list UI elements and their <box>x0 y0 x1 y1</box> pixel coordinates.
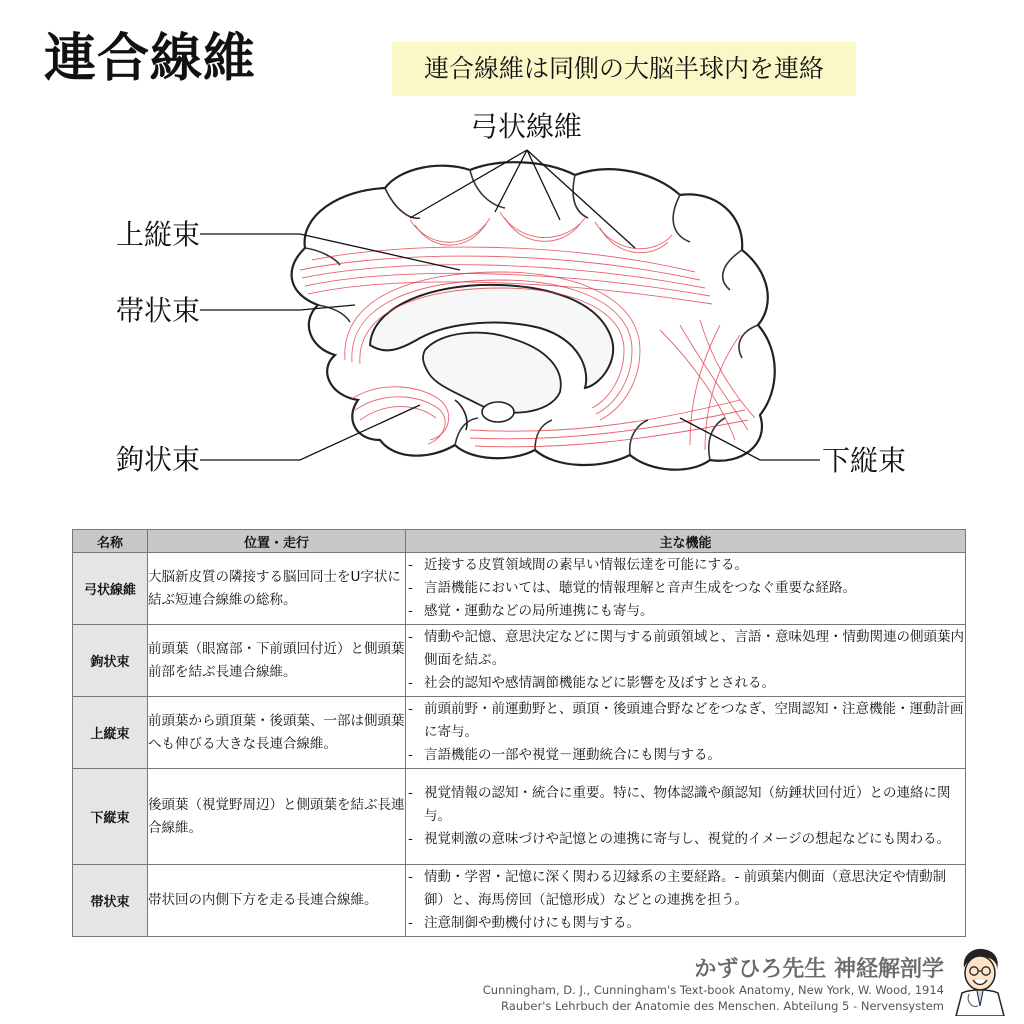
row-functions <box>406 865 966 937</box>
label-uncinate-fasciculus: 鉤状束 <box>116 443 201 476</box>
label-superior-longitudinal-fasciculus: 上縦束 <box>116 218 201 251</box>
fiber-bundles <box>300 212 755 450</box>
function-item: - 注意制御や動機付けにも関与する。 <box>406 912 965 935</box>
table-row <box>73 769 966 865</box>
reference-rauber: Rauber's Lehrbuch der Anatomie des Menschen. Abteilung 5 - Nervensystem <box>501 999 944 1013</box>
function-item: - 視覚刺激の意味づけや記憶との連携に寄与し、視覚的イメージの想起などにも関わる。 <box>406 828 965 851</box>
brain-diagram <box>0 100 1024 520</box>
footer-brand: かずひろ先生 神経解剖学 <box>694 957 944 982</box>
table-header-row <box>73 530 966 553</box>
header-function: 主な機能 <box>406 530 966 553</box>
label-cingulum: 帯状束 <box>116 294 201 327</box>
mammillary-body <box>482 402 514 422</box>
function-item: - 情動や記憶、意思決定などに関与する前頭領域と、言語・意味処理・情動関連の側頭葉内側面を結ぶ。 <box>406 626 965 672</box>
thalamus <box>423 333 561 413</box>
row-position: 前頭葉から頭頂葉・後頭葉、一部は側頭葉へも伸びる大きな長連合線維。 <box>148 697 406 769</box>
table-row <box>73 553 966 625</box>
table-row <box>73 697 966 769</box>
function-item: - 感覚・運動などの局所連携にも寄与。 <box>406 600 965 623</box>
row-position: 前頭葉（眼窩部・下前頭回付近）と側頭葉前部を結ぶ長連合線維。 <box>148 625 406 697</box>
table-row <box>73 865 966 937</box>
row-functions <box>406 697 966 769</box>
function-item: - 情動・学習・記憶に深く関わる辺縁系の主要経路。- 前頭葉内側面（意思決定や情動制御）と、海馬傍回（記憶形成）などとの連携を担う。 <box>406 866 965 912</box>
header-name: 名称 <box>73 530 148 553</box>
row-name: 鉤状束 <box>73 625 148 697</box>
function-item: - 前頭前野・前運動野と、頭頂・後頭連合野などをつなぎ、空間認知・注意機能・運動計画に寄与。 <box>406 698 965 744</box>
row-position: 大脳新皮質の隣接する脳回同士をU字状に結ぶ短連合線維の総称。 <box>148 553 406 625</box>
row-position: 帯状回の内側下方を走る長連合線維。 <box>148 865 406 937</box>
function-item: - 視覚情報の認知・統合に重要。特に、物体認識や顔認知（紡錘状回付近）との連絡に関与。 <box>406 782 965 828</box>
page-title: 連合線維 <box>44 29 257 89</box>
row-position: 後頭葉（視覚野周辺）と側頭葉を結ぶ長連合線維。 <box>148 769 406 865</box>
function-item: - 近接する皮質領域間の素早い情報伝達を可能にする。 <box>406 554 965 577</box>
function-item: - 社会的認知や感情調節機能などに影響を及ぼすとされる。 <box>406 672 965 695</box>
row-functions <box>406 769 966 865</box>
row-name: 弓状線維 <box>73 553 148 625</box>
row-name: 帯状束 <box>73 865 148 937</box>
function-item: - 言語機能の一部や視覚－運動統合にも関与する。 <box>406 744 965 767</box>
row-functions <box>406 625 966 697</box>
label-arcuate-fibers: 弓状線維 <box>470 110 583 143</box>
label-inferior-longitudinal-fasciculus: 下縦束 <box>822 444 907 477</box>
row-name: 上縦束 <box>73 697 148 769</box>
subtitle-banner: 連合線維は同側の大脳半球内を連絡 <box>392 42 856 96</box>
header-position: 位置・走行 <box>148 530 406 553</box>
row-functions <box>406 553 966 625</box>
function-item: - 言語機能においては、聴覚的情報理解と音声生成をつなぐ重要な経路。 <box>406 577 965 600</box>
reference-cunningham: Cunningham, D. J., Cunningham's Text-book Anatomy, New York, W. Wood, 1914 <box>482 983 944 997</box>
fiber-function-table <box>72 529 966 937</box>
author-avatar-icon <box>950 946 1010 1016</box>
brainstem-cut <box>455 400 467 430</box>
table-row <box>73 625 966 697</box>
row-name: 下縦束 <box>73 769 148 865</box>
